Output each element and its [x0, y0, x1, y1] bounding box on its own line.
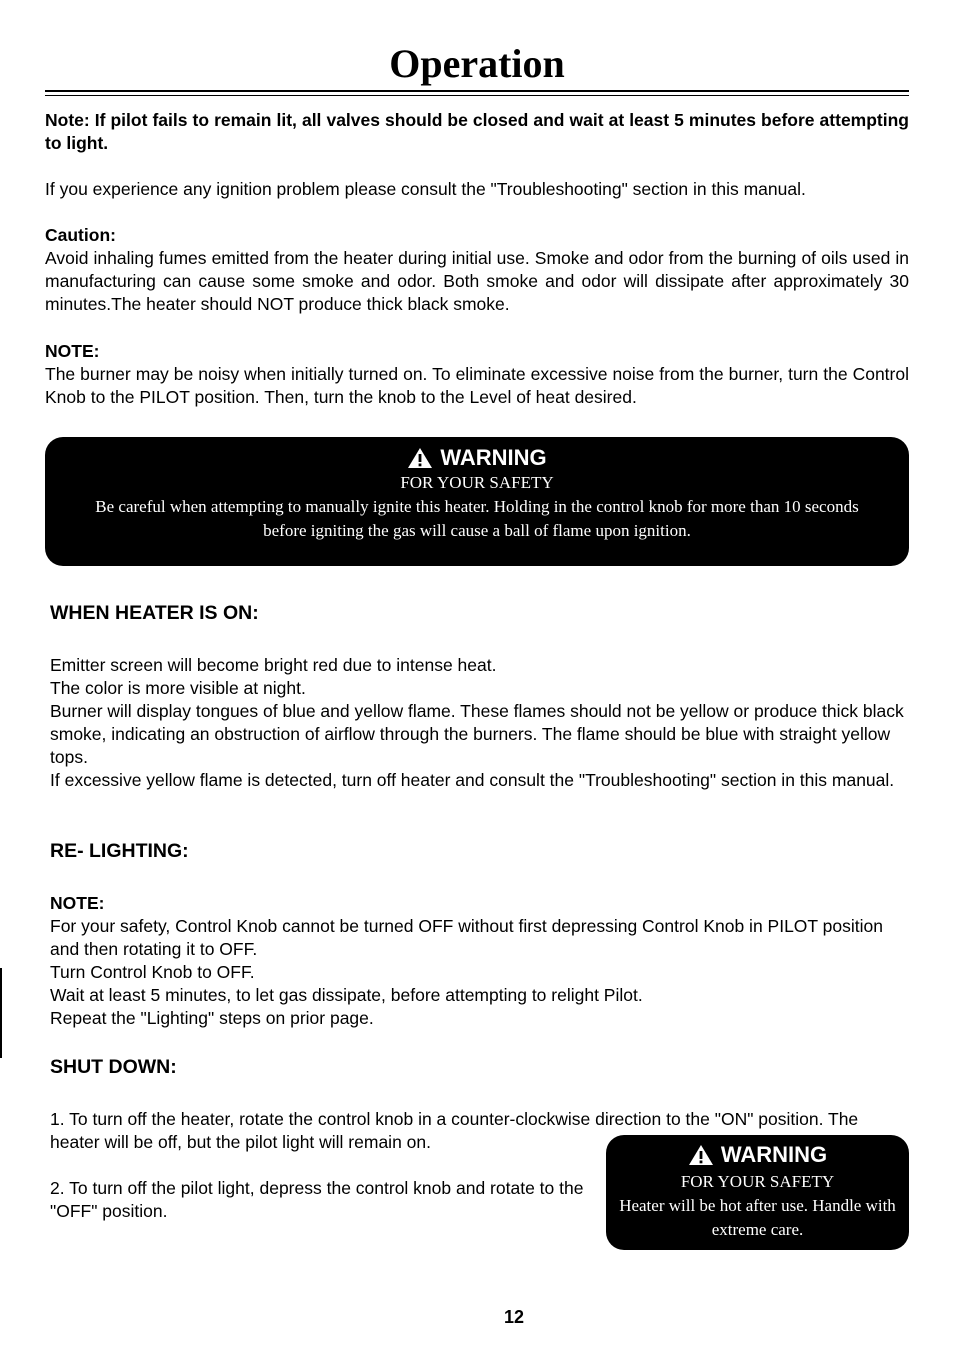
heater-on-heading: WHEN HEATER IS ON: — [50, 602, 259, 624]
margin-change-bar — [0, 968, 2, 1058]
pilot-note: Note: If pilot fails to remain lit, all valves should be closed and wait at least 5 minutes before attempting to light. — [45, 110, 909, 153]
shutdown-step-2: 2. To turn off the pilot light, depress the control knob and rotate to the "OFF" position. — [50, 1178, 584, 1221]
ignition-problem-text: If you experience any ignition problem please consult the "Troubleshooting" section in this manual. — [45, 179, 806, 199]
warning-box-hot — [606, 1135, 909, 1250]
warning-title: WARNING — [720, 1142, 828, 1167]
noise-note-label: NOTE: — [45, 341, 100, 361]
shutdown-step-1: 1. To turn off the heater, rotate the control knob in a counter-clockwise direction to the "ON" position. The heater will be off, but the pilot light will remain on. — [50, 1109, 859, 1152]
relighting-line: Repeat the "Lighting" steps on prior page. — [50, 1008, 374, 1028]
relighting-heading: RE- LIGHTING: — [50, 840, 189, 862]
page-number: 12 — [503, 1307, 525, 1327]
warning-text: Heater will be hot after use. Handle with extreme care. — [619, 1196, 896, 1239]
page-title: Operation — [389, 41, 565, 86]
warning-text: Be careful when attempting to manually ignite this heater. Holding in the control knob for more than 10 seconds before igniting the gas will cause a ball of flame upon ignition. — [95, 497, 859, 540]
noise-note-text: The burner may be noisy when initially turned on. To eliminate excessive noise from the burner, turn the Control Knob to the PILOT position. Then, turn the knob to the Level of heat desired. — [45, 364, 909, 407]
relighting-line: Wait at least 5 minutes, to let gas dissipate, before attempting to relight Pilot. — [50, 985, 643, 1005]
title-rule-thick — [45, 90, 909, 92]
caution-text: Avoid inhaling fumes emitted from the heater during initial use. Smoke and odor from the burning of oils used in manufacturing can cause some smoke and odor. Both smoke and odor will dissipate after approximately 30 minutes.The heater should NOT produce thick black smoke. — [45, 248, 909, 314]
heater-on-line: The color is more visible at night. — [50, 678, 306, 698]
heater-on-line: Emitter screen will become bright red due to intense heat. — [50, 655, 497, 675]
relighting-line: Turn Control Knob to OFF. — [50, 962, 255, 982]
warning-box-ignition — [45, 437, 909, 566]
warning-triangle-icon — [407, 447, 433, 469]
warning-subtitle: FOR YOUR SAFETY — [400, 473, 554, 492]
heater-on-line: If excessive yellow flame is detected, turn off heater and consult the "Troubleshooting" section in this manual. — [50, 770, 895, 790]
relighting-line: For your safety, Control Knob cannot be turned OFF without first depressing Control Knob in PILOT position and then rotating it to OFF. — [50, 916, 883, 959]
warning-subtitle: FOR YOUR SAFETY — [680, 1172, 835, 1191]
caution-label: Caution: — [45, 225, 116, 245]
shutdown-heading: SHUT DOWN: — [50, 1056, 177, 1078]
warning-triangle-icon — [688, 1144, 714, 1166]
warning-title-row — [606, 1142, 909, 1168]
relighting-note-label: NOTE: — [50, 893, 105, 913]
heater-on-line: Burner will display tongues of blue and yellow flame. These flames should not be yellow or produce thick black smoke, indicating an obstruction of airflow through the burners. The flame should be blue with straight yellow tops. — [50, 701, 904, 767]
warning-title: WARNING — [440, 445, 547, 470]
title-rule-thin — [45, 95, 909, 96]
warning-title-row — [45, 445, 909, 471]
